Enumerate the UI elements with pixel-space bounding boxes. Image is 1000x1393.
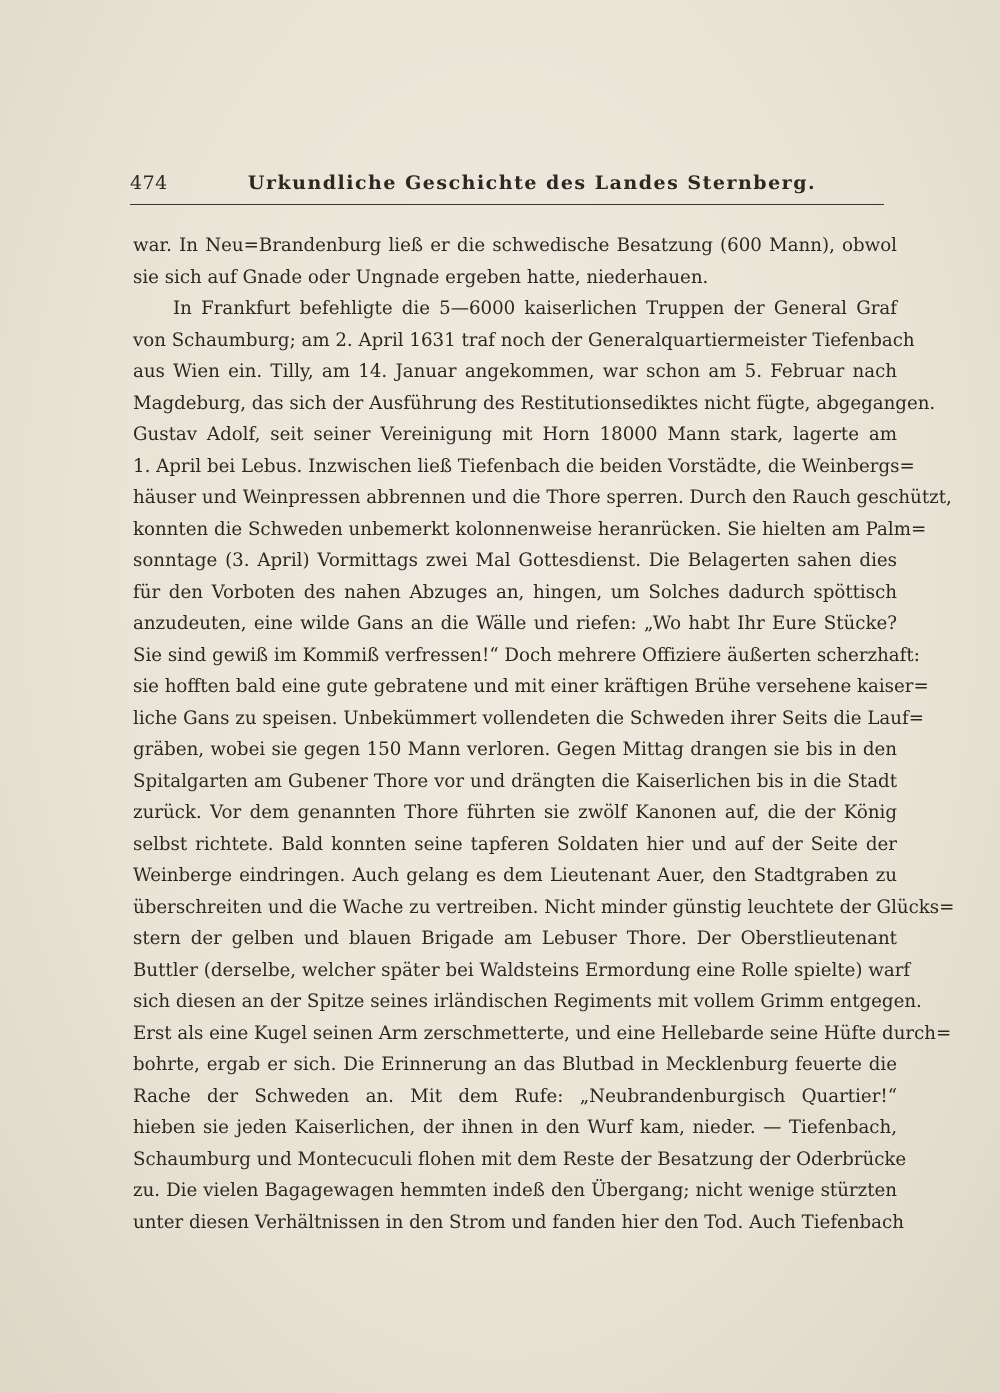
body-text [133, 230, 955, 1238]
text-line: überschreiten und die Wache zu vertreiben. Nicht minder günstig leuchtete der Glücks= [133, 896, 955, 918]
running-title: Urkundliche Geschichte des Landes Sternberg. [247, 172, 817, 194]
text-line: Gustav Adolf, seit seiner Vereinigung mit Horn 18000 Mann stark, lagerte am [133, 424, 897, 445]
text-line: aus Wien ein. Tilly, am 14. Januar angekommen, war schon am 5. Februar nach [133, 361, 897, 382]
text-line: Sie sind gewiß im Kommiß verfressen!“ Doch mehrere Offiziere äußerten scherzhaft: [133, 644, 920, 666]
text-line: sonntage (3. April) Vormittags zwei Mal Gottesdienst. Die Belagerten sahen dies [133, 550, 897, 571]
text-line: für den Vorboten des nahen Abzuges an, hingen, um Solches dadurch spöttisch [133, 581, 897, 603]
text-line: unter diesen Verhältnissen in den Strom und fanden hier den Tod. Auch Tiefenbach [133, 1211, 904, 1233]
text-line: bohrte, ergab er sich. Die Erinnerung an das Blutbad in Mecklenburg feuerte die [133, 1054, 897, 1075]
text-line: konnten die Schweden unbemerkt kolonnenweise heranrücken. Sie hielten am Palm= [133, 518, 927, 540]
page-number: 474 [130, 172, 168, 194]
text-line: anzudeuten, eine wilde Gans an die Wälle und riefen: „Wo habt Ihr Eure Stücke? [133, 613, 897, 634]
text-line: liche Gans zu speisen. Unbekümmert vollendeten die Schweden ihrer Seits die Lauf= [133, 707, 924, 729]
text-line: zu. Die vielen Bagagewagen hemmten indeß den Übergang; nicht wenige stürzten [133, 1180, 897, 1201]
text-line: In Frankfurt befehligte die 5—6000 kaiserlichen Truppen der General Graf [173, 298, 897, 319]
text-line: häuser und Weinpressen abbrennen und die Thore sperren. Durch den Rauch geschützt, [133, 487, 952, 508]
text-line: selbst richtete. Bald konnten seine tapferen Soldaten hier und auf der Seite der [133, 833, 897, 855]
text-line: hieben sie jeden Kaiserlichen, der ihnen in den Wurf kam, nieder. — Tiefenbach, [133, 1117, 897, 1138]
text-line: Schaumburg und Montecuculi flohen mit dem Reste der Besatzung der Oderbrücke [133, 1148, 907, 1170]
text-line: sie sich auf Gnade oder Ungnade ergeben hatte, niederhauen. [133, 266, 709, 288]
text-line: sie hofften bald eine gute gebratene und mit einer kräftigen Brühe versehene kaiser= [133, 676, 929, 697]
text-line: Magdeburg, das sich der Ausführung des Restitutionsediktes nicht fügte, abgegangen. [133, 392, 936, 414]
text-line: Weinberge eindringen. Auch gelang es dem Lieutenant Auer, den Stadtgraben zu [133, 865, 897, 886]
text-line: Buttler (derselbe, welcher später bei Waldsteins Ermordung eine Rolle spielte) warf [133, 959, 911, 981]
text-line: Erst als eine Kugel seinen Arm zerschmetterte, und eine Hellebarde seine Hüfte durch= [133, 1022, 952, 1044]
text-line: zurück. Vor dem genannten Thore führten sie zwölf Kanonen auf, die der König [133, 802, 897, 823]
text-line: Rache der Schweden an. Mit dem Rufe: „Neubrandenburgisch Quartier!“ [133, 1085, 897, 1107]
text-line: gräben, wobei sie gegen 150 Mann verloren. Gegen Mittag drangen sie bis in den [133, 739, 897, 760]
page-header [130, 172, 884, 202]
text-line: Spitalgarten am Gubener Thore vor und drängten die Kaiserlichen bis in die Stadt [133, 770, 897, 792]
text-line: stern der gelben und blauen Brigade am Lebuser Thore. Der Oberstlieutenant [133, 928, 897, 949]
text-line: 1. April bei Lebus. Inzwischen ließ Tiefenbach die beiden Vorstädte, die Weinbergs= [133, 455, 915, 477]
text-line: sich diesen an der Spitze seines irländischen Regiments mit vollem Grimm entgegen. [133, 991, 922, 1012]
header-rule [130, 204, 884, 205]
text-line: war. In Neu=Brandenburg ließ er die schwedische Besatzung (600 Mann), obwol [133, 235, 897, 256]
text-line: von Schaumburg; am 2. April 1631 traf noch der Generalquartiermeister Tiefenbach [133, 329, 915, 351]
